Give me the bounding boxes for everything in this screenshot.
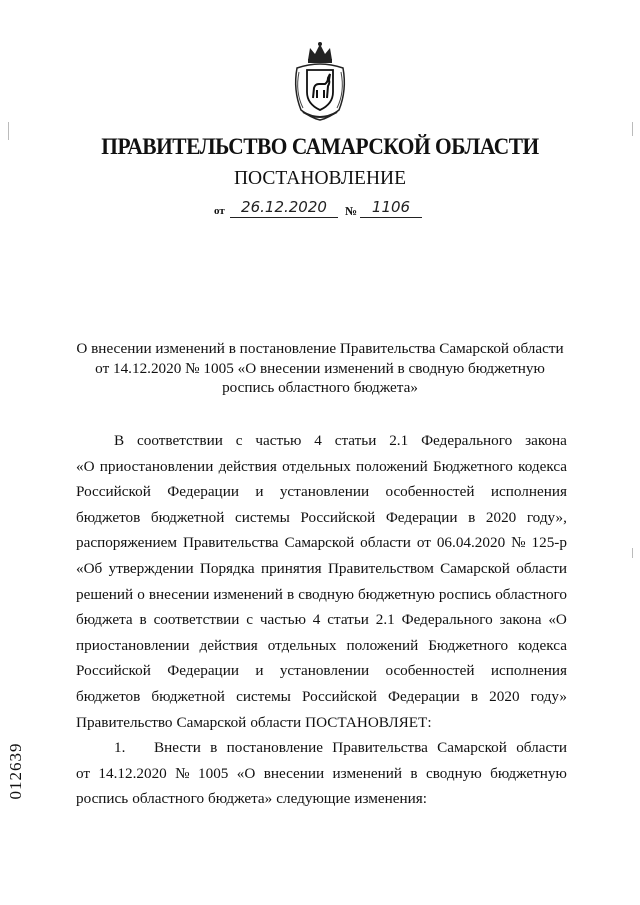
body-line xyxy=(76,428,567,454)
word: сводную xyxy=(298,585,354,603)
word: году» xyxy=(530,687,567,705)
word: отдельных xyxy=(267,636,337,654)
word: Федерации xyxy=(167,662,239,680)
word: решений xyxy=(76,585,134,603)
word: приостановлении xyxy=(99,457,214,475)
word: с xyxy=(246,611,254,629)
document-body xyxy=(76,428,567,812)
word: исполнения xyxy=(490,662,567,680)
item-1-first-line xyxy=(76,735,567,761)
word: ПОСТАНОВЛЯЕТ: xyxy=(305,713,432,731)
word: Федерации xyxy=(167,483,239,501)
word: В xyxy=(114,432,125,449)
word: системы xyxy=(234,508,290,526)
word: в xyxy=(286,585,295,603)
body-line xyxy=(76,607,567,633)
word: действия xyxy=(218,457,277,475)
word: Федерации xyxy=(388,687,460,705)
word: соответствии xyxy=(153,611,240,629)
word: Правительства xyxy=(332,739,428,757)
word: № xyxy=(511,534,526,552)
item-number: 1. xyxy=(114,739,126,757)
word: «О xyxy=(76,457,95,475)
body-line xyxy=(76,505,567,531)
word: бюджета» xyxy=(208,790,273,808)
word: приостановлении xyxy=(76,636,190,654)
side-registration-number: 012639 xyxy=(6,742,25,800)
body-line xyxy=(76,710,567,736)
word: Российской xyxy=(76,483,151,501)
word: особенностей xyxy=(385,662,475,680)
item-line xyxy=(154,735,567,761)
word: области xyxy=(250,713,302,731)
body-line xyxy=(76,556,567,582)
word: внесении xyxy=(263,764,325,782)
word: и xyxy=(255,483,264,501)
date-prefix: от xyxy=(214,205,225,217)
word: Правительством xyxy=(327,559,434,577)
word: Бюджетного xyxy=(428,636,509,654)
body-line xyxy=(76,479,567,505)
word: Самарской xyxy=(284,534,355,552)
body-line xyxy=(76,530,567,556)
body-line xyxy=(76,684,567,710)
word: изменений xyxy=(332,764,403,782)
word: в xyxy=(410,764,418,782)
word: закона xyxy=(499,611,542,629)
word: бюджета xyxy=(76,611,133,629)
word: 125-р xyxy=(531,534,567,552)
word: «О xyxy=(236,764,256,782)
word: Правительство xyxy=(76,713,173,731)
word: Российской xyxy=(300,508,376,526)
word: в xyxy=(139,611,147,629)
word: роспись xyxy=(438,585,492,603)
word: областного xyxy=(132,790,205,808)
word: сводную xyxy=(425,764,482,782)
number-underline xyxy=(360,217,422,218)
word: Самарской xyxy=(176,713,247,731)
word: внесении xyxy=(148,585,210,603)
word: Федерального xyxy=(421,432,513,449)
word: «Об xyxy=(76,559,103,577)
word: отдельных xyxy=(282,457,351,475)
word: области xyxy=(516,739,567,757)
word: Правительства xyxy=(182,534,279,552)
word: 4 xyxy=(312,611,321,629)
word: бюджетной xyxy=(151,687,225,705)
word: статьи xyxy=(334,432,377,449)
word: исполнения xyxy=(490,483,567,501)
word: бюджетов xyxy=(76,508,141,526)
document-number: 1106 xyxy=(371,198,411,216)
word: следующие xyxy=(276,790,351,808)
word: в xyxy=(468,508,476,526)
word: Российской xyxy=(76,662,151,680)
word: 2.1 xyxy=(375,611,395,629)
margin-mark xyxy=(8,122,9,140)
word: изменений xyxy=(213,585,283,603)
word: положений xyxy=(346,636,419,654)
word: Внести xyxy=(154,739,201,757)
word: в xyxy=(210,739,218,757)
word: областного xyxy=(495,585,567,603)
word: статьи xyxy=(327,611,369,629)
word: распоряжением xyxy=(76,534,178,552)
word: в xyxy=(470,687,479,705)
word: Порядка xyxy=(199,559,255,577)
date-underline xyxy=(230,217,338,218)
item-line xyxy=(76,761,567,787)
body-line xyxy=(76,582,567,608)
word: № xyxy=(175,764,190,782)
word: утверждении xyxy=(108,559,194,577)
subject-line: от 14.12.2020 № 1005 «О внесении изменений в сводную бюджетную xyxy=(95,359,545,377)
margin-mark xyxy=(632,122,633,136)
word: кодекса xyxy=(518,636,567,654)
word: соответствии xyxy=(137,432,223,449)
word: Бюджетного xyxy=(433,457,513,475)
item-line xyxy=(76,786,567,812)
word: 2020 xyxy=(485,508,517,526)
word: и xyxy=(255,662,264,680)
word: году», xyxy=(526,508,567,526)
document-date: 26.12.2020 xyxy=(241,198,327,216)
word: о xyxy=(137,585,145,603)
word: 1005 xyxy=(198,764,229,782)
word: Федерации xyxy=(385,508,458,526)
word: 2.1 xyxy=(389,432,409,449)
word: бюджетную xyxy=(490,764,567,782)
word: Самарской xyxy=(440,559,510,577)
word: положений xyxy=(356,457,428,475)
organization-title: ПРАВИТЕЛЬСТВО САМАРСКОЙ ОБЛАСТИ xyxy=(101,134,539,159)
word: 06.04.2020 xyxy=(436,534,506,552)
word: установлении xyxy=(279,662,370,680)
subject-line: О внесении изменений в постановление Правительства Самарской области xyxy=(76,340,564,357)
word: действия xyxy=(199,636,258,654)
word: особенностей xyxy=(385,483,475,501)
word: закона xyxy=(525,432,567,449)
word: установлении xyxy=(279,483,370,501)
word: 4 xyxy=(314,432,322,449)
body-line xyxy=(76,633,567,659)
word: бюджетной xyxy=(150,508,225,526)
word: от xyxy=(416,534,431,552)
word: Российской xyxy=(302,687,377,705)
word: от xyxy=(76,764,91,782)
word: области xyxy=(360,534,411,552)
body-line xyxy=(76,658,567,684)
word: с xyxy=(235,432,243,449)
word: 2020 xyxy=(489,687,520,705)
word: изменения: xyxy=(354,790,427,808)
subject-line: роспись областного бюджета» xyxy=(222,379,418,396)
body-line xyxy=(76,454,567,480)
word: системы xyxy=(236,687,291,705)
word: частью xyxy=(259,611,306,629)
margin-mark xyxy=(632,548,633,558)
date-number-line xyxy=(214,198,444,222)
word: роспись xyxy=(76,790,129,808)
word: бюджетную xyxy=(358,585,435,603)
word: постановление xyxy=(226,739,324,757)
word: принятия xyxy=(260,559,322,577)
coat-of-arms-icon xyxy=(291,40,349,122)
word: области xyxy=(516,559,567,577)
word: «О xyxy=(548,611,567,629)
number-prefix: № xyxy=(345,204,358,218)
word: бюджетов xyxy=(76,687,141,705)
word: Федерального xyxy=(401,611,493,629)
document-subject xyxy=(0,339,640,398)
word: частью xyxy=(255,432,302,449)
word: Самарской xyxy=(437,739,507,757)
word: 14.12.2020 xyxy=(98,764,167,782)
document-type: ПОСТАНОВЛЕНИЕ xyxy=(233,168,407,189)
word: кодекса xyxy=(518,457,567,475)
